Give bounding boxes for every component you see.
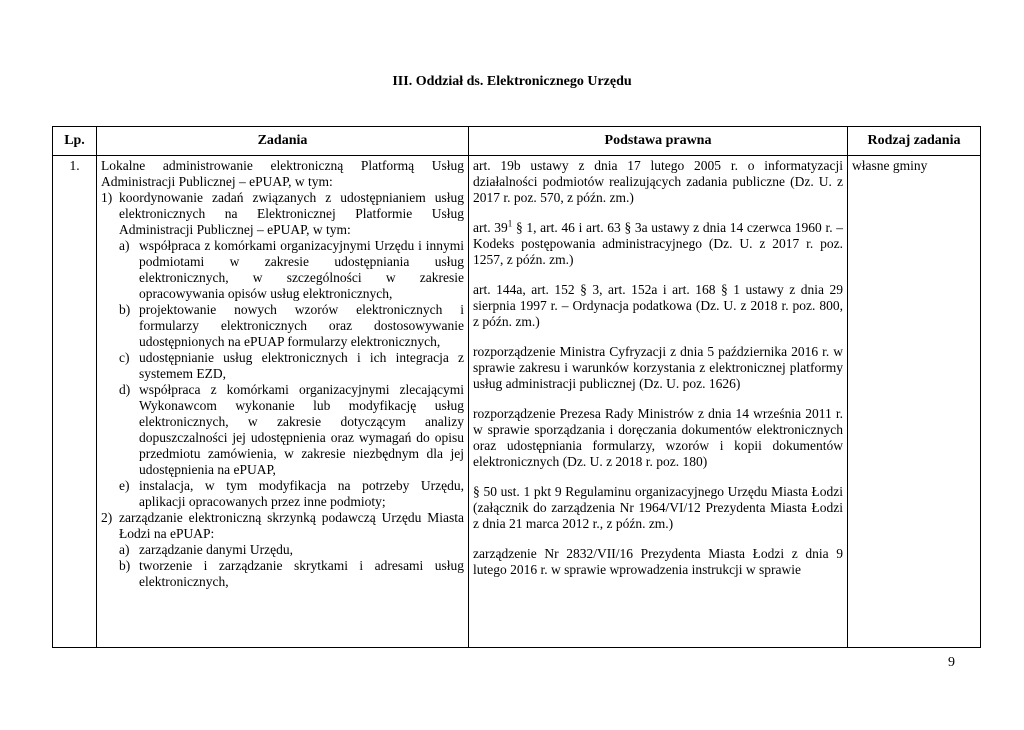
- tasks-table: [52, 126, 981, 648]
- table-row: [53, 156, 981, 648]
- legal-basis-2-post: § 1, art. 46 i art. 63 § 3a ustawy z dnia 14 czerwca 1960 r. – Kodeks postępowania administracyjnego (Dz. U. z 2017 r. poz. 1257, z późn. zm.): [473, 220, 843, 267]
- subtask-letter: b): [119, 302, 131, 317]
- legal-basis-2-pre: art. 39: [473, 220, 508, 235]
- legal-basis-2: [473, 220, 843, 268]
- task-text: koordynowanie zadań związanych z udostępnianiem usług elektronicznych na Elektronicznej Platformie Usług Administracji Publicznej – ePUAP, w tym:: [119, 190, 464, 237]
- subtask-letter: a): [119, 238, 130, 253]
- legal-basis-cell: [469, 156, 848, 648]
- task-item: [101, 190, 464, 238]
- subtask-text: tworzenie i zarządzanie skrytkami i adresami usług elektronicznych,: [139, 558, 464, 589]
- subtask-list: [119, 238, 464, 510]
- subtask-item: [119, 382, 464, 478]
- header-rodzaj: Rodzaj zadania: [848, 127, 981, 156]
- task-item: [101, 510, 464, 542]
- page-number: 9: [948, 655, 955, 670]
- table-header-row: [53, 127, 981, 156]
- tasks-intro: Lokalne administrowanie elektroniczną Platformą Usług Administracji Publicznej – ePUAP, w tym:: [101, 158, 464, 189]
- subtask-text: projektowanie nowych wzorów elektronicznych i formularzy elektronicznych oraz dostosowywanie udostępnionych na ePUAP formularzy elektronicznych,: [139, 302, 464, 349]
- row-lp: 1.: [53, 156, 97, 648]
- header-zadania: Zadania: [97, 127, 469, 156]
- legal-basis-5: rozporządzenie Prezesa Rady Ministrów z dnia 14 września 2011 r. w sprawie sporządzania i doręczania dokumentów elektronicznych oraz udostępniania formularzy, wzorów i kopii dokumentów elektronicznych (Dz. U. z 2018 r. poz. 180): [473, 406, 843, 469]
- subtask-item: [119, 238, 464, 302]
- subtask-item: [119, 558, 464, 590]
- section-title: III. Oddział ds. Elektronicznego Urzędu: [392, 74, 632, 89]
- subtask-text: współpraca z komórkami organizacyjnymi Urzędu i innymi podmiotami w zakresie udostępniania usług elektronicznych, w szczególności w zakresie opracowywania opisów usług elektronicznych,: [139, 238, 464, 301]
- task-number: 2): [101, 510, 113, 525]
- legal-basis-2-sup: 1: [507, 218, 513, 229]
- header-lp: Lp.: [53, 127, 97, 156]
- subtask-item: [119, 478, 464, 510]
- tasks-cell: [97, 156, 469, 648]
- subtask-list: [119, 542, 464, 590]
- legal-basis-6: § 50 ust. 1 pkt 9 Regulaminu organizacyjnego Urzędu Miasta Łodzi (załącznik do zarządzenia Nr 1964/VI/12 Prezydenta Miasta Łodzi z dnia 21 marca 2012 r., z późn. zm.): [473, 484, 843, 531]
- legal-basis-1: art. 19b ustawy z dnia 17 lutego 2005 r. o informatyzacji działalności podmiotów realizujących zadania publiczne (Dz. U. z 2017 r. poz. 570, z późn. zm.): [473, 158, 843, 205]
- header-podstawa: Podstawa prawna: [469, 127, 848, 156]
- subtask-letter: d): [119, 382, 131, 397]
- legal-basis-7: zarządzenie Nr 2832/VII/16 Prezydenta Miasta Łodzi z dnia 9 lutego 2016 r. w sprawie wprowadzenia instrukcji w sprawie: [473, 546, 843, 577]
- subtask-item: [119, 302, 464, 350]
- task-type-cell: własne gminy: [848, 156, 981, 648]
- subtask-letter: e): [119, 478, 130, 493]
- legal-basis-4: rozporządzenie Ministra Cyfryzacji z dnia 5 października 2016 r. w sprawie zakresu i warunków korzystania z elektronicznej platformy usług administracji publicznej (Dz. U. poz. 1626): [473, 344, 843, 391]
- subtask-item: [119, 542, 464, 558]
- task-text: zarządzanie elektroniczną skrzynką podawczą Urzędu Miasta Łodzi na ePUAP:: [119, 510, 464, 541]
- subtask-text: instalacja, w tym modyfikacja na potrzeby Urzędu, aplikacji opracowanych przez inne podmioty;: [139, 478, 464, 509]
- subtask-letter: b): [119, 558, 131, 573]
- subtask-letter: c): [119, 350, 130, 365]
- task-number: 1): [101, 190, 113, 205]
- legal-basis-3: art. 144a, art. 152 § 3, art. 152a i art. 168 § 1 ustawy z dnia 29 sierpnia 1997 r. – Ordynacja podatkowa (Dz. U. z 2018 r. poz. 800, z późn. zm.): [473, 282, 843, 329]
- subtask-letter: a): [119, 542, 130, 557]
- subtask-text: udostępnianie usług elektronicznych i ich integracja z systemem EZD,: [139, 350, 464, 381]
- subtask-text: współpraca z komórkami organizacyjnymi zlecającymi Wykonawcom wykonanie lub modyfikację usług elektronicznych, w zakresie dotyczącym analizy dopuszczalności jej udostępnienia oraz wymagań do opisu przedmiotu zamówienia, w zakresie niezbędnym dla jej udostępnienia na ePUAP,: [139, 382, 464, 477]
- subtask-text: zarządzanie danymi Urzędu,: [139, 542, 294, 557]
- subtask-item: [119, 350, 464, 382]
